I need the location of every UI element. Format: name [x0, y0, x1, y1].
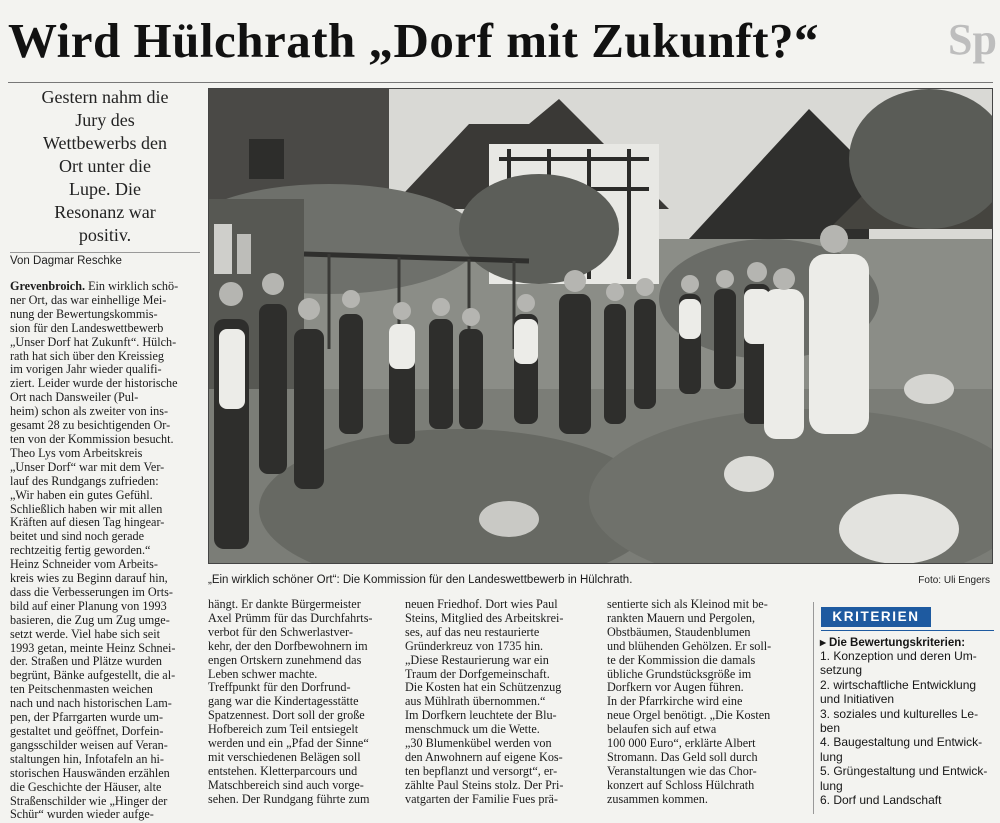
body-line: 1993 getan, meinte Heinz Schnei- — [10, 641, 176, 655]
body-line: Dorfkern vor Augen führen. — [607, 681, 744, 695]
body-line: Schließlich haben wir mit allen — [10, 502, 163, 516]
body-line: In der Pfarrkirche wird eine — [607, 695, 743, 709]
kriterien-line: setzung — [820, 663, 863, 678]
garden-photo — [209, 89, 993, 564]
body-line: begrünt, Bänke aufgestellt, die al- — [10, 669, 176, 683]
body-line: rankten Mauern und Pergolen, — [607, 611, 756, 625]
body-line: Veranstaltungen wie das Chor- — [607, 764, 757, 778]
body-line: entstehen. Kletterparcours und — [208, 764, 358, 778]
headline: Wird Hülchrath „Dorf mit Zukunft?“ — [8, 13, 820, 68]
teaser-line: Lupe. Die — [69, 179, 141, 199]
body-line: nach und nach historischen Lam- — [10, 697, 172, 711]
body-line: Stromann. Das Geld soll durch — [607, 750, 758, 764]
body-line: die Geschichte der Häuser, alte — [10, 780, 162, 794]
kriterien-line: 5. Grüngestaltung und Entwick- — [820, 764, 988, 779]
body-line: aus Mühlrath übernommen.“ — [405, 695, 546, 709]
body-line: „30 Blumenkübel werden von — [405, 737, 552, 751]
body-line: „Unser Dorf hat Zukunft“. Hülch- — [10, 335, 177, 349]
kriterien-line: 2. wirtschaftliche Entwicklung — [820, 677, 977, 692]
body-line: Ort nach Dansweiler (Pul- — [10, 391, 139, 405]
body-line: den Anwohnern auf eigene Kos- — [405, 750, 563, 764]
teaser-line: positiv. — [78, 225, 132, 245]
body-line: kehr, der den Dorfbewohnern im — [208, 639, 368, 653]
article-column-4 — [607, 598, 803, 807]
body-line: Kräften auf diesen Tag hingear- — [10, 516, 165, 530]
kriterien-line: 4. Baugestaltung und Entwick- — [820, 735, 983, 750]
body-line: gesamt 28 zu besichtigenden Or- — [10, 419, 171, 433]
body-line: hängt. Er dankte Bürgermeister — [208, 598, 361, 611]
body-line: menschmuck um die Wette. — [405, 723, 540, 737]
kriterien-line: lung — [820, 749, 843, 764]
kriterien-line: 3. soziales und kulturelles Le- — [820, 706, 979, 721]
body-line: „Diese Restaurierung war ein — [405, 653, 549, 667]
body-line: im vorigen Jahr wieder qualifi- — [10, 363, 162, 377]
adjacent-article-ghost: Sp — [948, 15, 997, 64]
kriterien-box — [813, 602, 994, 814]
body-line: bild auf einer Planung von 1993 — [10, 599, 167, 613]
kriterien-line: lung — [820, 778, 843, 793]
body-line: Schür“ wurden wieder aufge- — [10, 808, 154, 822]
body-line: dass die Verbesserungen im Orts- — [10, 585, 173, 599]
kriterien-tag: KRITERIEN — [821, 607, 931, 627]
body-line: ziert. Leider wurde der historische — [10, 377, 178, 391]
teaser-line: Wettbewerbs den — [42, 133, 167, 153]
body-line: Axel Prümm für das Durchfahrts- — [208, 611, 373, 625]
body-line: engen Ortskern zunehmend das — [208, 653, 362, 667]
kriterien-heading: ▸ Die Bewertungskriterien: — [820, 637, 966, 649]
body-line: „Unser Dorf“ war mit dem Ver- — [10, 460, 165, 474]
body-line: konzert auf Schloss Hülchrath — [607, 778, 755, 792]
body-line: Im Dorfkern leuchtete der Blu- — [405, 709, 557, 723]
teaser-line: Jury des — [75, 110, 135, 130]
body-line: Obstbäumen, Staudenblumen — [607, 625, 751, 639]
body-line: ses, auf das neu restaurierte — [405, 625, 540, 639]
photo — [208, 88, 993, 564]
teaser-line: Resonanz war — [54, 202, 156, 222]
body-line: „Wir haben ein gutes Gefühl. — [10, 488, 153, 502]
kriterien-line: 6. Dorf und Landschaft — [820, 793, 942, 808]
body-line: Grevenbroich. Ein wirklich schö- — [10, 280, 179, 293]
body-line: Gründerkreuz von 1735 hin. — [405, 639, 544, 653]
body-line: ten Peitschenmasten weichen — [10, 683, 153, 697]
byline-rule — [10, 252, 200, 253]
body-line: ten bepflanzt und versorgt“, er- — [405, 764, 558, 778]
body-line: Traum der Dorfgemeinschaft. — [405, 667, 550, 681]
kriterien-line: ben — [820, 721, 841, 736]
body-line: lauf des Rundgangs zufrieden: — [10, 474, 159, 488]
body-line: Leben schwer machte. — [208, 667, 318, 681]
body-line: werden und ein „Pfad der Sinne“ — [208, 737, 369, 751]
body-line: Straßenschilder wie „Hinger der — [10, 794, 168, 808]
body-line: Matschbereich sind auch vorge- — [208, 778, 364, 792]
body-line: verbot für den Schwerlastver- — [208, 625, 353, 639]
body-line: gang war die Kindertagesstätte — [208, 695, 359, 709]
body-line: Die Kosten hat ein Schützenzug — [405, 681, 562, 695]
body-line: kreis wies zu Beginn darauf hin, — [10, 572, 168, 586]
body-line: beitet und sind noch gerade — [10, 530, 145, 544]
body-line: neue Orgel benötigt. „Die Kosten — [607, 709, 771, 723]
body-line: übliche Grundstücksgröße im — [607, 667, 752, 681]
body-line: staltungen hin, Infotafeln an hi- — [10, 752, 164, 766]
body-line: zusammen kommen. — [607, 792, 708, 806]
article-column-1 — [10, 280, 197, 822]
body-line: pen, der Pfarrgarten wurde um- — [10, 711, 164, 725]
teaser-line: Ort unter die — [59, 156, 151, 176]
body-line: rath hat sich über den Kreissieg — [10, 349, 164, 363]
body-line: Hofbereich zum Teil entsiegelt — [208, 723, 359, 737]
body-line: der. Straßen und Plätze wurden — [10, 655, 162, 669]
body-line: sion für den Landeswettbewerb — [10, 321, 164, 335]
article-column-2 — [208, 598, 395, 807]
body-line: gestaltet und geöffnet, Dorfein- — [10, 725, 164, 738]
body-line: vatgarten der Familie Fues prä- — [405, 792, 558, 806]
body-line: ner Ort, das war einhellige Mei- — [10, 293, 167, 307]
body-line: Steins, Mitglied des Arbeitskrei- — [405, 611, 564, 625]
body-line: Theo Lys vom Arbeitskreis — [10, 446, 143, 460]
body-line: sentierte sich als Kleinod mit be- — [607, 598, 768, 611]
body-line: mit verschiedenen Belägen soll — [208, 750, 361, 764]
body-line: nung der Bewertungskommis- — [10, 307, 158, 321]
body-line: storischen Hauswänden erzählen — [10, 766, 170, 780]
body-line: Heinz Schneider vom Arbeits- — [10, 558, 158, 572]
body-line: basieren, die Zug um Zug umge- — [10, 613, 170, 627]
body-line: ten von der Kommission besucht. — [10, 432, 174, 446]
kriterien-rule — [821, 630, 994, 631]
body-line: sehen. Der Rundgang führte zum — [208, 792, 370, 806]
byline: Von Dagmar Reschke — [10, 255, 122, 267]
photo-credit: Foto: Uli Engers — [918, 575, 990, 586]
kriterien-line: und Initiativen — [820, 692, 895, 707]
teaser — [10, 86, 200, 247]
body-line: te der Kommission die damals — [607, 653, 756, 667]
teaser-line: Gestern nahm die — [41, 87, 169, 107]
body-line: und blühenden Gehölzen. Er soll- — [607, 639, 772, 653]
article-column-3 — [405, 598, 597, 807]
photo-caption: „Ein wirklich schöner Ort“: Die Kommission für den Landeswettbewerb in Hülchrath. — [208, 574, 633, 586]
body-line: Spatzennest. Dort soll der große — [208, 709, 365, 723]
body-line: 100 000 Euro“, erklärte Albert — [607, 737, 756, 751]
body-line: gangsschilder weisen auf Veran- — [10, 738, 168, 752]
body-line: rechtzeitig fertig geworden.“ — [10, 544, 151, 558]
body-line: zählte Paul Steins stolz. Der Pri- — [405, 778, 564, 792]
body-line: setzt werde. Viel habe sich seit — [10, 627, 160, 641]
body-line: neuen Friedhof. Dort wies Paul — [405, 598, 558, 611]
body-line: heim) schon als zweiter von ins- — [10, 405, 169, 419]
kriterien-line: 1. Konzeption und deren Um- — [820, 649, 977, 663]
body-line: belaufen sich auf etwa — [607, 723, 717, 737]
headline-rule — [8, 82, 993, 83]
body-line: Treffpunkt für den Dorfrund- — [208, 681, 351, 695]
kriterien-list — [820, 649, 996, 807]
